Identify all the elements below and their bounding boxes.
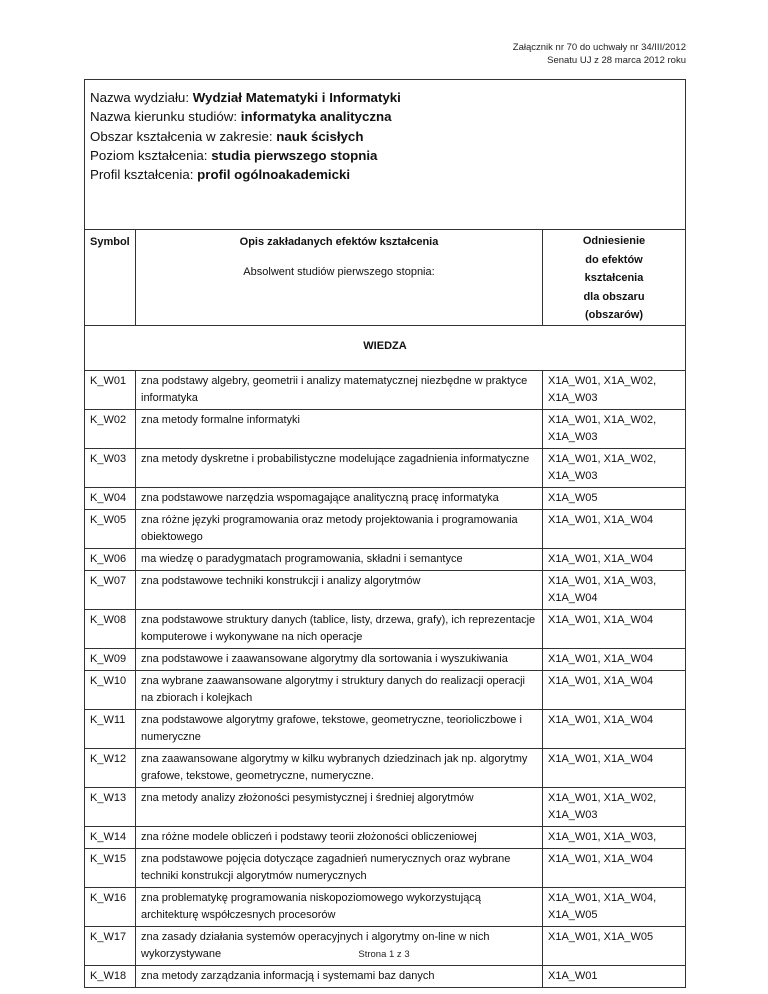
info-label: Profil kształcenia: (90, 167, 198, 183)
reference-cell: X1A_W01 (543, 965, 686, 987)
description-subtitle: Absolwent studiów pierwszego stopnia: (243, 266, 435, 278)
info-value: nauk ścisłych (276, 128, 364, 144)
description-cell: zna podstawowe techniki konstrukcji i analizy algorytmów (136, 570, 543, 609)
description-cell: zna różne modele obliczeń i podstawy teorii złożoności obliczeniowej (136, 826, 543, 848)
table-row (85, 648, 686, 670)
symbol-cell: K_W18 (85, 965, 136, 987)
description-cell: zna zasady działania systemów operacyjnych i algorytmy on-line w nich wykorzystywane (136, 926, 543, 965)
table-row (85, 548, 686, 570)
info-label: Nazwa kierunku studiów: (90, 109, 241, 125)
info-label: Obszar kształcenia w zakresie: (90, 128, 277, 144)
info-line (90, 127, 685, 146)
info-value: studia pierwszego stopnia (211, 147, 378, 163)
page-header (513, 41, 686, 67)
symbol-cell: K_W06 (85, 548, 136, 570)
symbol-cell: K_W05 (85, 509, 136, 548)
table-row (85, 965, 686, 987)
header-line-2: Senatu UJ z 28 marca 2012 roku (547, 55, 686, 66)
info-line (90, 88, 685, 107)
symbol-cell: K_W10 (85, 670, 136, 709)
reference-cell: X1A_W01, X1A_W02, X1A_W03 (543, 448, 686, 487)
reference-cell: X1A_W01, X1A_W04 (543, 548, 686, 570)
description-cell: zna podstawowe narzędzia wspomagające analityczną pracę informatyka (136, 487, 543, 509)
description-cell: zna podstawy algebry, geometrii i analizy matematycznej niezbędne w praktyce informatyka (136, 370, 543, 409)
reference-cell: X1A_W01, X1A_W03, (543, 826, 686, 848)
symbol-cell: K_W08 (85, 609, 136, 648)
reference-cell: X1A_W01, X1A_W04 (543, 509, 686, 548)
table-row (85, 709, 686, 748)
page-number: Strona 1 z 3 (358, 949, 410, 960)
info-value: Wydział Matematyki i Informatyki (192, 90, 401, 105)
info-label: Poziom kształcenia: (90, 147, 212, 163)
info-value: informatyka analityczna (240, 109, 392, 125)
ref-header-line: (obszarów) (584, 309, 644, 321)
description-cell: zna metody formalne informatyki (136, 409, 543, 448)
reference-cell: X1A_W01, X1A_W04 (543, 670, 686, 709)
table-row (85, 487, 686, 509)
header-line-1: Załącznik nr 70 do uchwały nr 34/III/2012 (512, 42, 686, 53)
description-cell: zna wybrane zaawansowane algorytmy i struktury danych do realizacji operacji na zbiorach i kolejkach (136, 670, 543, 709)
learning-outcomes-table (84, 79, 686, 988)
table-row (85, 848, 686, 887)
description-cell: zna zaawansowane algorytmy w kilku wybranych dziedzinach jak np. algorytmy grafowe, tekstowe, geometryczne, numeryczne. (136, 748, 543, 787)
symbol-cell: K_W09 (85, 648, 136, 670)
symbol-cell: K_W02 (85, 409, 136, 448)
table-row (85, 570, 686, 609)
reference-cell: X1A_W05 (543, 487, 686, 509)
description-cell: zna metody dyskretne i probabilistyczne modelujące zagadnienia informatyczne (136, 448, 543, 487)
reference-cell: X1A_W01, X1A_W02, X1A_W03 (543, 787, 686, 826)
description-cell: zna problematykę programowania niskopoziomowego wykorzystującą architekturę współczesnych procesorów (136, 887, 543, 926)
symbol-cell: K_W12 (85, 748, 136, 787)
column-header-symbol: Symbol (85, 230, 136, 326)
description-title: Opis zakładanych efektów kształcenia (239, 236, 439, 248)
symbol-cell: K_W13 (85, 787, 136, 826)
description-cell: zna podstawowe algorytmy grafowe, tekstowe, geometryczne, teorioliczbowe i numeryczne (136, 709, 543, 748)
ref-header-line: Odniesienie (582, 235, 646, 247)
description-cell: zna podstawowe pojęcia dotyczące zagadnień numerycznych oraz wybrane techniki konstrukcji algorytmów numerycznych (136, 848, 543, 887)
ref-header-line: do efektów (585, 253, 643, 266)
reference-cell: X1A_W01, X1A_W04 (543, 748, 686, 787)
description-cell: zna metody zarządzania informacją i systemami baz danych (136, 965, 543, 987)
table-row (85, 409, 686, 448)
symbol-cell: K_W04 (85, 487, 136, 509)
description-cell: zna podstawowe i zaawansowane algorytmy dla sortowania i wyszukiwania (136, 648, 543, 670)
reference-cell: X1A_W01, X1A_W02, X1A_W03 (543, 409, 686, 448)
description-cell: ma wiedzę o paradygmatach programowania, składni i semantyce (136, 548, 543, 570)
info-line (90, 146, 685, 165)
description-cell: zna podstawowe struktury danych (tablice, listy, drzewa, grafy), ich reprezentacje komputerowe i wykonywane na nich operacje (136, 609, 543, 648)
ref-header-line: dla obszaru (583, 290, 645, 303)
symbol-cell: K_W11 (85, 709, 136, 748)
table-row (85, 887, 686, 926)
table-row (85, 370, 686, 409)
table-row (85, 509, 686, 548)
symbol-cell: K_W16 (85, 887, 136, 926)
reference-cell: X1A_W01, X1A_W04 (543, 709, 686, 748)
reference-cell: X1A_W01, X1A_W05 (543, 926, 686, 965)
info-line (90, 107, 685, 126)
section-heading: WIEDZA (85, 325, 686, 370)
table-row (85, 448, 686, 487)
info-label: Nazwa wydziału: (90, 90, 193, 105)
symbol-cell: K_W14 (85, 826, 136, 848)
reference-cell: X1A_W01, X1A_W04, X1A_W05 (543, 887, 686, 926)
column-header-description (136, 230, 543, 326)
table-row (85, 826, 686, 848)
reference-cell: X1A_W01, X1A_W04 (543, 609, 686, 648)
reference-cell: X1A_W01, X1A_W02, X1A_W03 (543, 370, 686, 409)
faculty-info (85, 80, 686, 230)
description-cell: zna metody analizy złożoności pesymistycznej i średniej algorytmów (136, 787, 543, 826)
symbol-cell: K_W07 (85, 570, 136, 609)
symbol-cell: K_W03 (85, 448, 136, 487)
ref-header-line: kształcenia (584, 272, 644, 284)
column-header-reference (543, 230, 686, 326)
reference-cell: X1A_W01, X1A_W04 (543, 648, 686, 670)
reference-cell: X1A_W01, X1A_W03, X1A_W04 (543, 570, 686, 609)
symbol-cell: K_W01 (85, 370, 136, 409)
description-cell: zna różne języki programowania oraz metody projektowania i programowania obiektowego (136, 509, 543, 548)
info-line (90, 165, 685, 184)
symbol-cell: K_W17 (85, 926, 136, 965)
table-row (85, 609, 686, 648)
table-row (85, 670, 686, 709)
info-value: profil ogólnoakademicki (197, 167, 351, 183)
reference-cell: X1A_W01, X1A_W04 (543, 848, 686, 887)
table-row (85, 748, 686, 787)
table-row (85, 787, 686, 826)
symbol-cell: K_W15 (85, 848, 136, 887)
